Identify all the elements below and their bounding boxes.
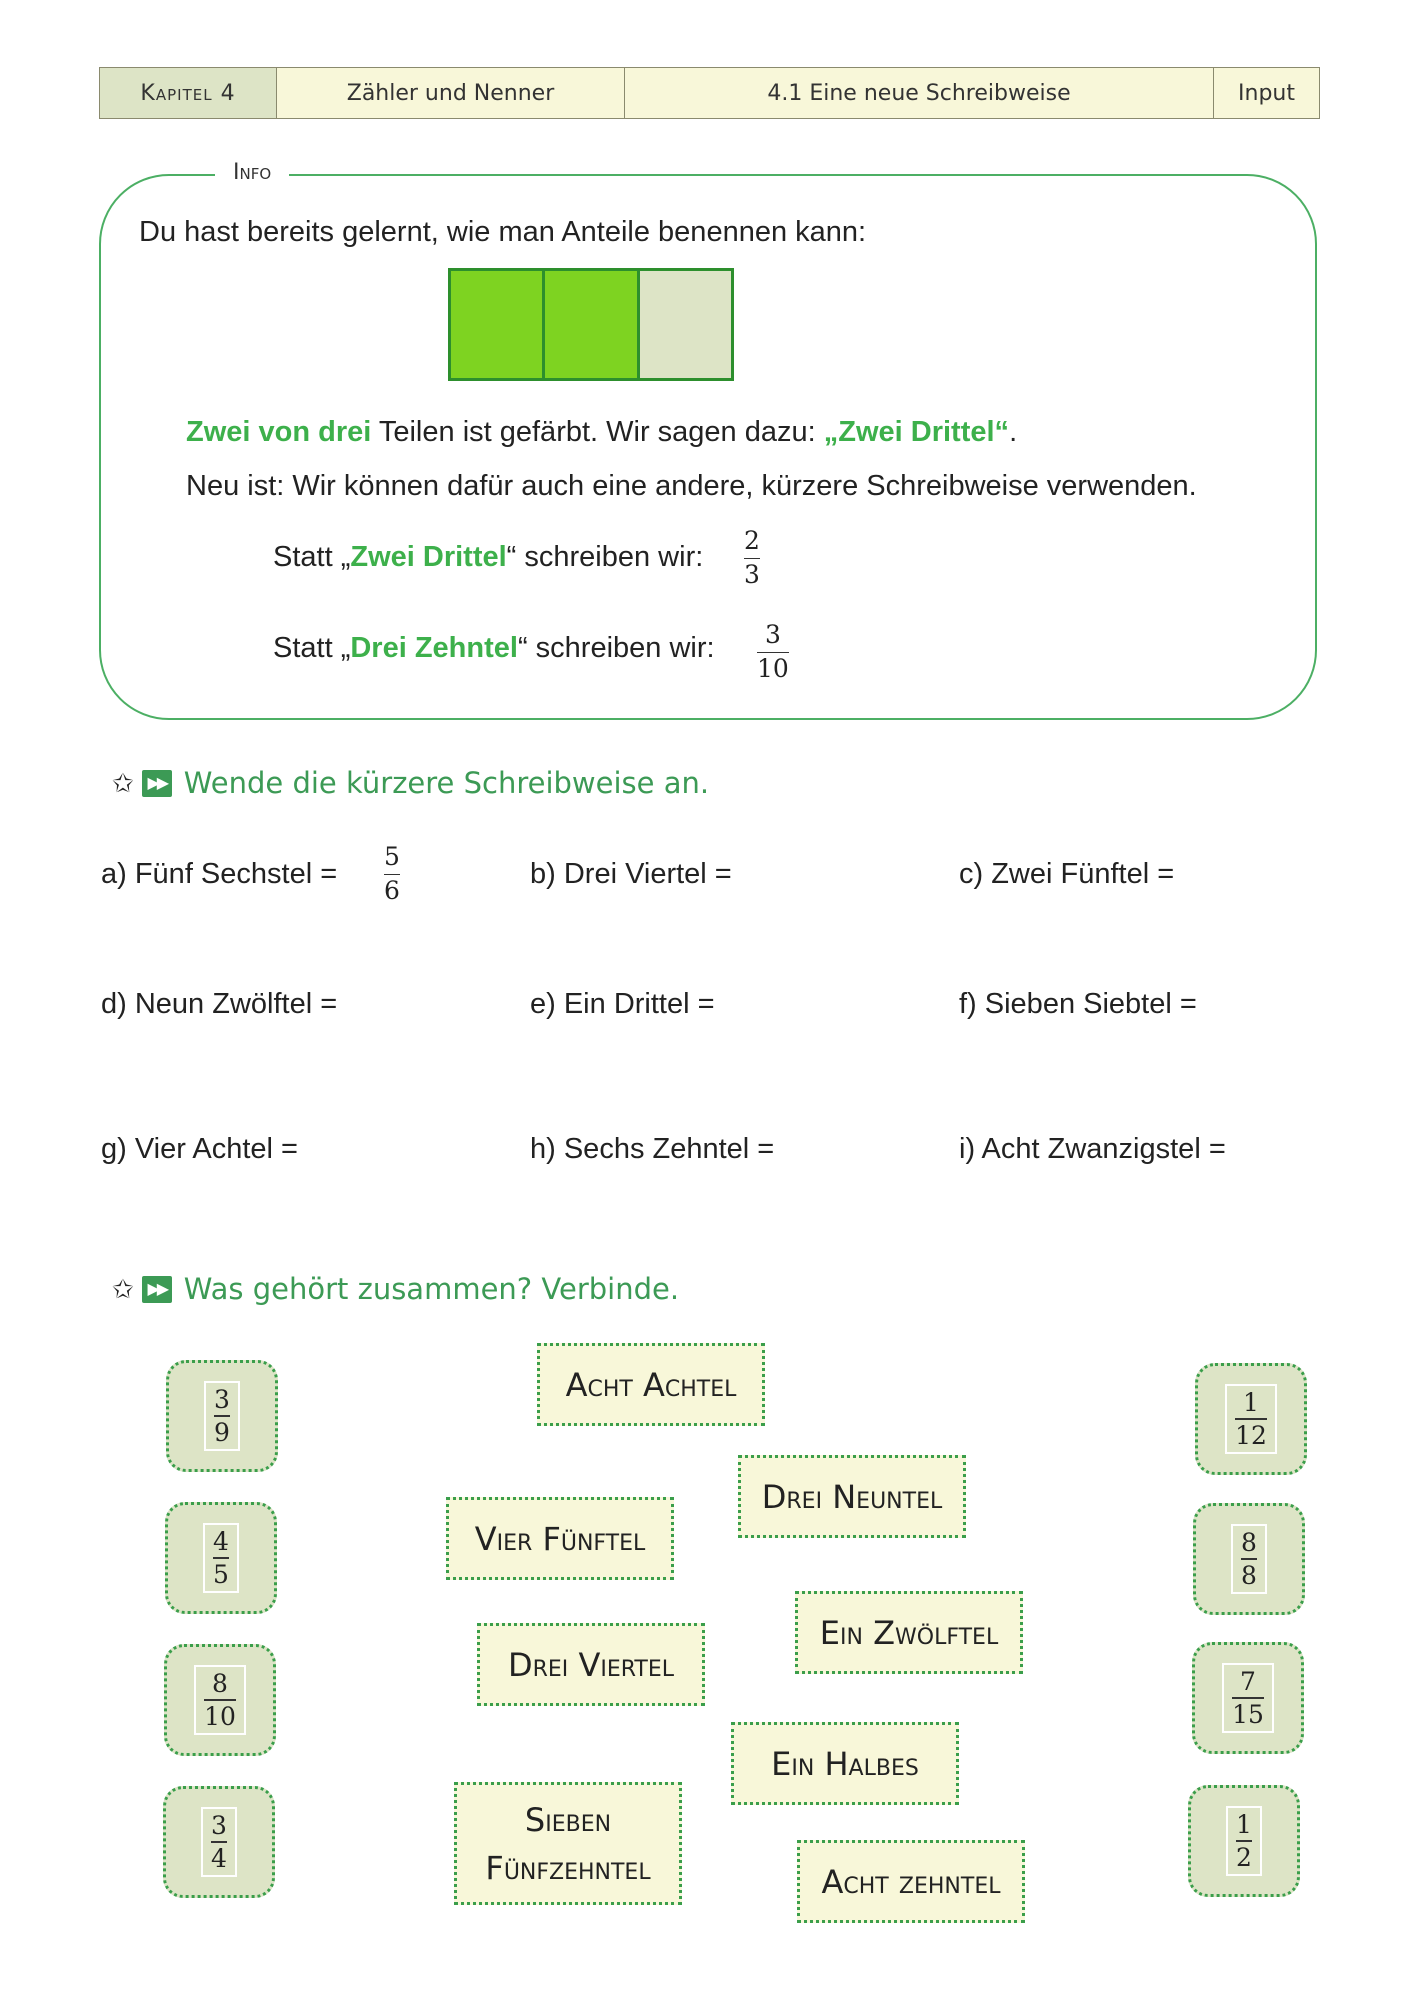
example-word: Drei Zehntel bbox=[350, 632, 518, 664]
numerator: 3 bbox=[211, 1810, 227, 1840]
fraction-card[interactable] bbox=[1193, 1503, 1305, 1615]
word-card[interactable]: Drei Viertel bbox=[477, 1623, 705, 1706]
fraction-line bbox=[1235, 1418, 1267, 1420]
info-title: Info bbox=[215, 160, 289, 185]
fraction-line bbox=[204, 1699, 236, 1701]
info-line2: Neu ist: Wir können dafür auch eine andere, kürzere Schreibweise verwenden. bbox=[186, 470, 1197, 502]
numerator: 8 bbox=[212, 1668, 228, 1698]
info-line1 bbox=[186, 416, 1017, 449]
numerator: 5 bbox=[384, 842, 400, 871]
word-card[interactable]: Ein Zwölftel bbox=[795, 1591, 1023, 1674]
denominator: 5 bbox=[213, 1559, 229, 1589]
numerator: 3 bbox=[764, 620, 781, 649]
info-intro: Du hast bereits gelernt, wie man Anteile benennen kann: bbox=[139, 216, 867, 248]
denominator: 8 bbox=[1241, 1560, 1257, 1590]
example-fraction-1 bbox=[744, 527, 760, 590]
info-example-1 bbox=[273, 541, 703, 574]
task1-item-c: c) Zwei Fünftel = bbox=[959, 858, 1175, 890]
bar-part-colored bbox=[545, 271, 639, 378]
fraction-line bbox=[214, 1415, 230, 1417]
section-cell: 4.1 Eine neue Schreibweise bbox=[625, 68, 1214, 118]
info-line1-text: Teilen ist gefärbt. Wir sagen dazu: bbox=[371, 416, 824, 448]
example-word: Zwei Drittel bbox=[350, 541, 507, 573]
denominator: 12 bbox=[1235, 1420, 1267, 1450]
word-card[interactable]: Acht Achtel bbox=[537, 1343, 765, 1426]
denominator: 4 bbox=[211, 1843, 227, 1873]
example-text: Statt „ bbox=[273, 632, 351, 664]
star-icon: ✩ bbox=[112, 767, 134, 798]
fraction-line bbox=[211, 1841, 227, 1843]
task2-title: Was gehört zusammen? Verbinde. bbox=[183, 1272, 680, 1306]
fraction-card[interactable] bbox=[1192, 1642, 1304, 1754]
header-table bbox=[99, 67, 1320, 119]
denominator: 10 bbox=[757, 654, 789, 684]
numerator: 3 bbox=[214, 1384, 230, 1414]
fraction-line bbox=[1241, 1558, 1257, 1560]
example-text: “ schreiben wir: bbox=[506, 541, 704, 573]
task1-item-b: b) Drei Viertel = bbox=[530, 858, 732, 890]
denominator: 2 bbox=[1236, 1842, 1252, 1872]
info-line1-highlight: Zwei von drei bbox=[186, 416, 372, 448]
word-card[interactable]: Ein Halbes bbox=[731, 1722, 959, 1805]
denominator: 3 bbox=[744, 560, 760, 590]
fraction-card[interactable] bbox=[166, 1360, 278, 1472]
fraction-card[interactable] bbox=[163, 1786, 275, 1898]
numerator: 7 bbox=[1240, 1666, 1256, 1696]
fraction-line bbox=[213, 1557, 229, 1559]
numerator: 8 bbox=[1241, 1527, 1257, 1557]
star-icon: ✩ bbox=[112, 1273, 134, 1304]
fraction-line bbox=[1232, 1697, 1264, 1699]
topic-cell: Zähler und Nenner bbox=[277, 68, 625, 118]
numerator: 4 bbox=[213, 1526, 229, 1556]
info-line1-end: . bbox=[1009, 416, 1018, 448]
word-card[interactable]: Drei Neuntel bbox=[738, 1455, 966, 1538]
task1-title: Wende die kürzere Schreibweise an. bbox=[183, 766, 710, 800]
task1-heading bbox=[112, 766, 709, 800]
denominator: 6 bbox=[384, 876, 400, 906]
example-text: Statt „ bbox=[273, 541, 351, 573]
denominator: 15 bbox=[1232, 1699, 1264, 1729]
task1-item-i: i) Acht Zwanzigstel = bbox=[959, 1133, 1226, 1165]
fraction-line bbox=[1236, 1840, 1252, 1842]
fraction-line bbox=[757, 652, 789, 654]
task1-item-g: g) Vier Achtel = bbox=[101, 1133, 298, 1165]
example-fraction-2 bbox=[757, 621, 789, 684]
fraction-line bbox=[744, 558, 760, 560]
fraction-card[interactable] bbox=[165, 1502, 277, 1614]
fast-forward-icon: ▶▶ bbox=[142, 1276, 172, 1303]
word-card[interactable]: Acht zehntel bbox=[797, 1840, 1025, 1923]
chapter-cell: Kapitel 4 bbox=[100, 68, 277, 118]
fast-forward-icon: ▶▶ bbox=[142, 770, 172, 797]
type-cell: Input bbox=[1238, 80, 1295, 106]
fraction-card[interactable] bbox=[164, 1644, 276, 1756]
task1-item-d: d) Neun Zwölftel = bbox=[101, 988, 338, 1020]
numerator: 1 bbox=[1243, 1387, 1259, 1417]
task2-heading bbox=[112, 1272, 679, 1306]
denominator: 9 bbox=[214, 1417, 230, 1447]
task1-item-h: h) Sechs Zehntel = bbox=[530, 1133, 775, 1165]
bar-part-empty bbox=[640, 271, 731, 378]
task1-item-e: e) Ein Drittel = bbox=[530, 988, 715, 1020]
denominator: 10 bbox=[204, 1701, 236, 1731]
task1-example-fraction bbox=[384, 843, 400, 906]
fraction-bar bbox=[448, 268, 734, 381]
bar-part-colored bbox=[451, 271, 545, 378]
word-card[interactable]: Vier Fünftel bbox=[446, 1497, 674, 1580]
info-example-2 bbox=[273, 632, 715, 665]
example-text: “ schreiben wir: bbox=[517, 632, 715, 664]
fraction-line bbox=[384, 874, 400, 876]
numerator: 2 bbox=[744, 526, 760, 555]
info-line1-term: „Zwei Drittel“ bbox=[823, 416, 1010, 448]
fraction-card[interactable] bbox=[1188, 1785, 1300, 1897]
task1-item-f: f) Sieben Siebtel = bbox=[959, 988, 1197, 1020]
numerator: 1 bbox=[1236, 1809, 1252, 1839]
word-card[interactable]: Sieben Fünfzehntel bbox=[454, 1782, 682, 1905]
fraction-card[interactable] bbox=[1195, 1363, 1307, 1475]
task1-item-a: a) Fünf Sechstel = bbox=[101, 858, 338, 890]
